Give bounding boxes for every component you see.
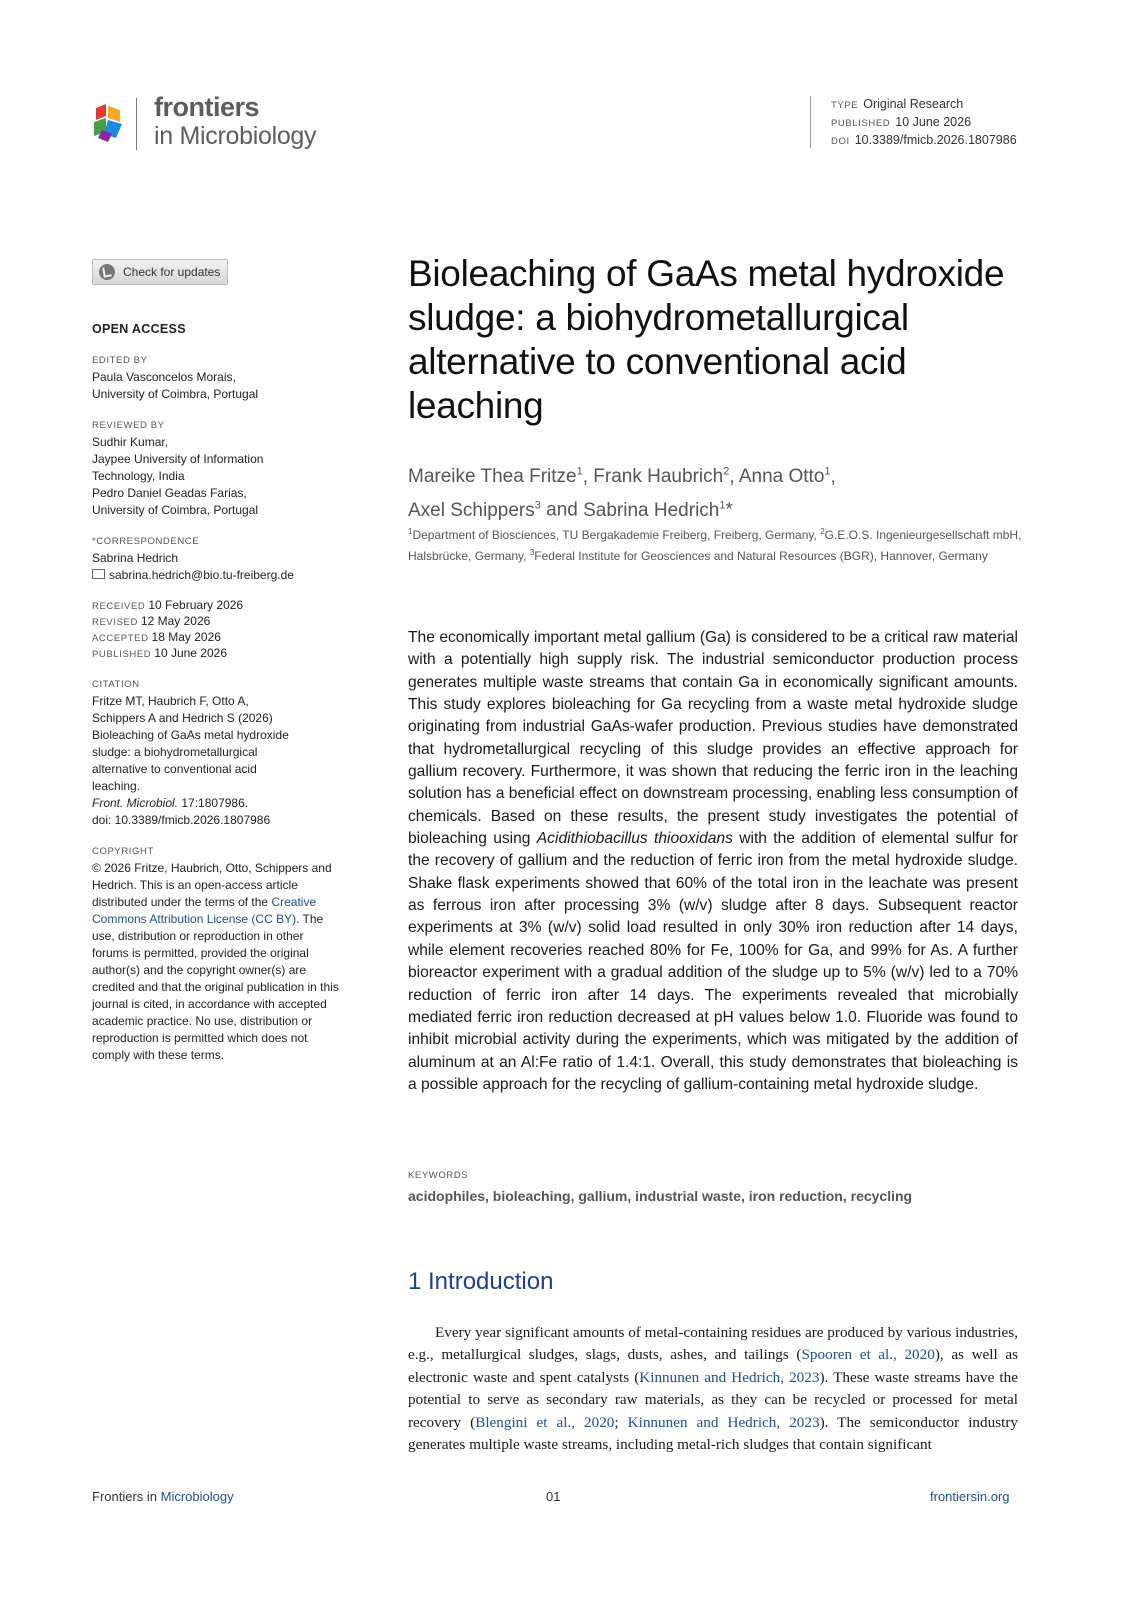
author[interactable]: Anna Otto$^1$ <box>738 466 831 488</box>
meta-doi[interactable]: DOI 10.3389/fmicb.2026.1807986 <box>831 133 1017 147</box>
footer-site-link[interactable]: frontiersin.org <box>930 1489 1010 1504</box>
citation-link[interactable]: Spooren et al., 2020 <box>801 1346 935 1364</box>
logo-divider <box>136 98 137 150</box>
abstract: The economically important metal gallium (Ga) is considered to be a critical raw material with a potentially high supply risk. The industrial semiconductor production process generates multiple waste streams that contain Ga in economically significant amounts. This study explores bioleaching for Ga recycling from a waste metal hydroxide sludge originating from industrial GaAs-wafer production. Previous studies have demonstrated that hydrometallurgical recycling of this sludge provides an effective approach for gallium recovery. Furthermore, it was shown that reducing the ferric iron in the leaching solution has a beneficial effect on downstream processing, enabling less consumption of chemicals. Based on these results, the present study investigates the potential of bioleaching using Acidithiobacillus thiooxidans with the addition of elemental sulfur for the recovery of gallium and the reduction of ferric iron from the metal hydroxide sludge. Shake flask experiments showed that 60% of the total iron in the leachate was present as ferrous iron after processing 3% (w/v) sludge after 8 days. Subsequent reactor experiments at 3% (w/v) solid load resulted in only 30% iron reduction after 14 days, while element recoveries reached 80% for Fe, 100% for Ga, and 99% for As. A further bioreactor experiment with a gradual addition of the sludge up to 5% (w/v) led to a 70% reduction of ferric iron after 14 days. The experiments revealed that microbially mediated ferric iron reduction decreased at pH values below 1.0. Fluoride was found to inhibit microbial activity during the experiments, which was mitigated by the addition of aluminum at an Al:Fe ratio of 1.4:1. Overall, this study demonstrates that bioleaching is a possible approach for the recycling of gallium-containing metal hydroxide sludge. <box>408 629 1018 1093</box>
citation-section: CITATION Fritze MT, Haubrich F, Otto A, Schippers A and Hedrich S (2026) Bioleaching of GaAs metal hydroxide sludge: a biohydrometallurgical alternative to conventional acid leaching. Front. Microbiol. 17:1807986. doi: 10.3389/fmicb.2026.1807986 <box>92 676 342 829</box>
citation-link[interactable]: Kinnunen and Hedrich, 2023 <box>627 1413 820 1431</box>
species-name: Acidithiobacillus thiooxidans <box>536 830 733 848</box>
reviewed-by-section: REVIEWED BY Sudhir Kumar, Jaypee University of Information Technology, India Pedro Daniel Geadas Farias, University of Coimbra, Portugal <box>92 420 264 517</box>
footer-journal: Frontiers in Microbiology <box>92 1489 234 1504</box>
date-received: RECEIVED 10 February 2026 <box>92 598 244 612</box>
keywords: acidophiles, bioleaching, gallium, industrial waste, iron reduction, recycling <box>408 1188 913 1204</box>
author[interactable]: Mareike Thea Fritze$^1$ <box>408 466 583 488</box>
open-access-label: OPEN ACCESS <box>92 322 186 336</box>
citation-doi[interactable]: doi: 10.3389/fmicb.2026.1807986 <box>92 813 271 827</box>
logo-word-journal: in Microbiology <box>154 122 317 150</box>
copyright-section: COPYRIGHT © 2026 Fritze, Haubrich, Otto, Schippers and Hedrich. This is an open-access article distributed under the terms of the Creative Commons Attribution License (CC BY). The use, distribution or reproduction in other forums is permitted, provided the original author(s) and the copyright owner(s) are credited and that the original publication in this journal is cited, in accordance with accepted academic practice. No use, distribution or reproduction is permitted which does not comply with these terms. <box>92 846 339 1062</box>
check-for-updates-button[interactable]: Check for updates <box>92 259 228 285</box>
author[interactable]: Axel Schippers$^3$ <box>408 499 541 521</box>
date-accepted: ACCEPTED 18 May 2026 <box>92 630 221 644</box>
date-published: PUBLISHED 10 June 2026 <box>92 646 227 660</box>
date-revised: REVISED 12 May 2026 <box>92 614 211 628</box>
meta-type: TYPE Original Research <box>831 97 964 111</box>
envelope-icon <box>92 569 105 579</box>
article-title: Bioleaching of GaAs metal hydroxide sludge: a biohydrometallurgical alternative to conventional acid leaching <box>408 253 1005 426</box>
correspondence-section: *CORRESPONDENCE Sabrina Hedrich sabrina.hedrich@bio.tu-freiberg.de <box>92 533 342 584</box>
bookmark-check-icon <box>99 264 115 280</box>
journal-logo <box>92 92 352 158</box>
page-number: 01 <box>546 1489 561 1504</box>
edited-by-section: EDITED BY Paula Vasconcelos Morais, University of Coimbra, Portugal <box>92 355 259 401</box>
author[interactable]: Sabrina Hedrich$^1$ <box>583 499 726 521</box>
sidebar <box>92 259 342 1064</box>
keywords-label: KEYWORDS <box>408 1170 469 1181</box>
license-link[interactable]: Creative Commons Attribution License (CC BY) <box>92 895 317 926</box>
author-list: Mareike Thea Fritze$^1$, Frank Haubrich$^2$, Anna Otto$^1$, Axel Schippers$^3$ and Sabrina Hedrich$^1$* <box>408 466 836 521</box>
dates-section <box>92 598 342 662</box>
meta-published: PUBLISHED 10 June 2026 <box>831 115 972 129</box>
affiliations: $^1$Department of Biosciences, TU Bergakademie Freiberg, Freiberg, Germany, $^2$G.E.O.S. Ingenieurgesellschaft mbH, Halsbrücke, Germany, $^3$Federal Institute for Geosciences and Natural Resources (BGR), Hannover, Germany <box>408 527 1022 563</box>
logo-word-frontiers: frontiers <box>154 92 260 122</box>
correspondence-email[interactable]: sabrina.hedrich@bio.tu-freiberg.de <box>92 567 342 584</box>
citation-link[interactable]: Kinnunen and Hedrich, 2023 <box>639 1368 820 1386</box>
introduction-body: Every year significant amounts of metal-containing residues are produced by various industries, e.g., metallurgical sludges, slags, dusts, ashes, and tailings (Spooren et al., 2020), as well as electronic waste and spent catalysts (Kinnunen and Hedrich, 2023). These waste streams have the potential to serve as secondary raw materials, as they can be recycled or processed for metal recovery (Blengini et al., 2020; Kinnunen and Hedrich, 2023). The semiconductor industry generates multiple waste streams, including metal-rich sludges that contain significant <box>408 1324 1019 1454</box>
article-meta <box>810 96 1017 148</box>
author[interactable]: Frank Haubrich$^2$ <box>593 466 730 488</box>
citation-link[interactable]: Blengini et al., 2020 <box>475 1413 615 1431</box>
frontiers-cube-icon <box>92 102 128 142</box>
section-heading-introduction: 1 Introduction <box>408 1268 554 1295</box>
